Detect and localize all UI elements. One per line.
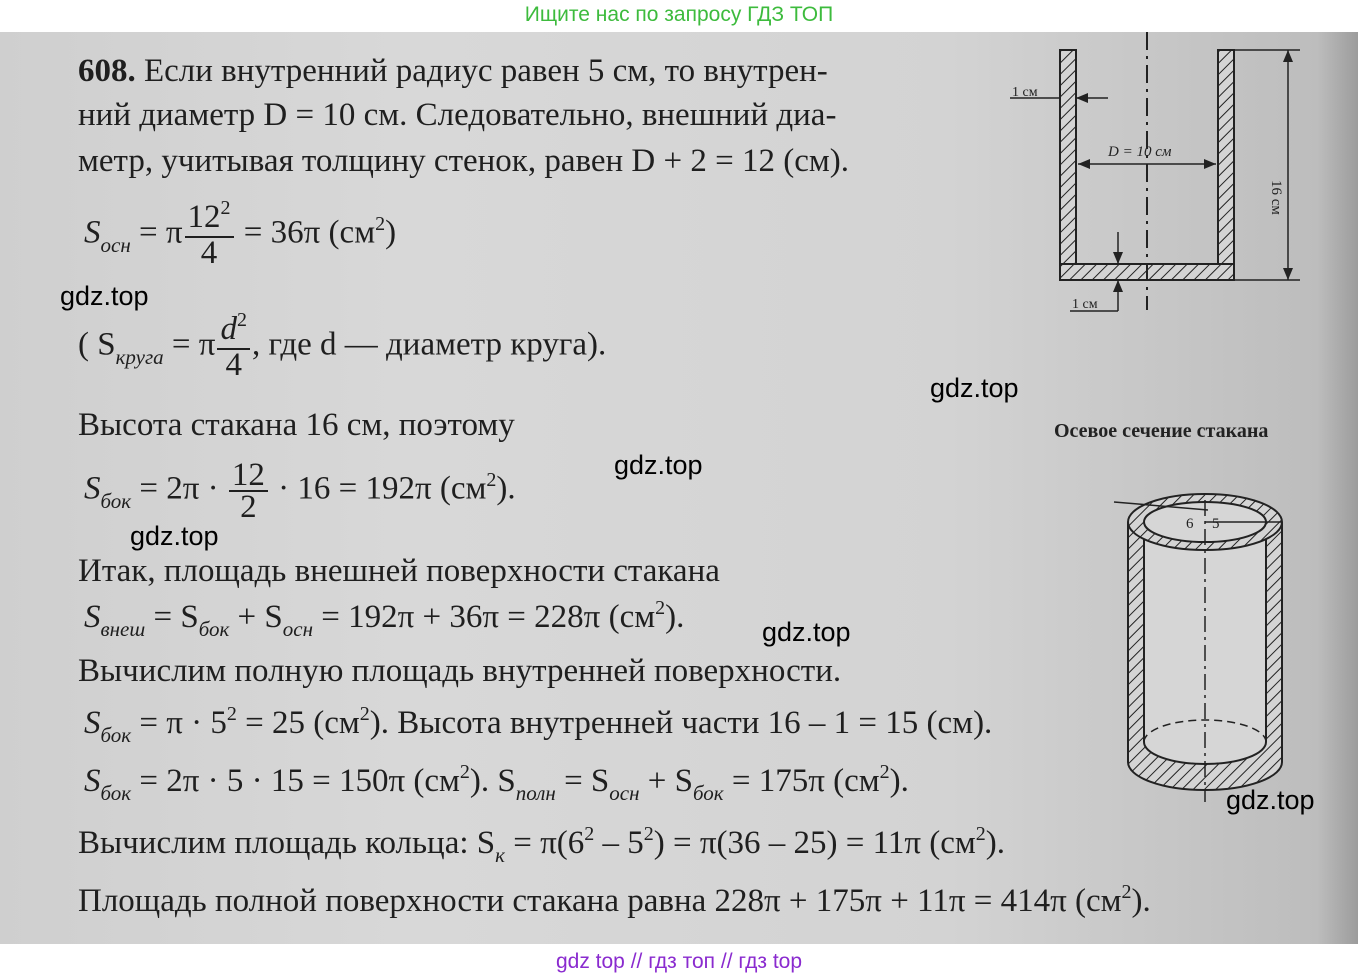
text: = π(6 bbox=[504, 825, 585, 861]
arrow-right bbox=[1204, 159, 1216, 169]
text: ). bbox=[1131, 883, 1151, 919]
text: ). Высота внутренней части 16 – 1 = 15 (см). bbox=[369, 705, 993, 741]
superscript: 2 bbox=[375, 212, 386, 235]
text: Вычислим площадь кольца: S bbox=[78, 825, 496, 861]
text: + S bbox=[229, 599, 283, 635]
fraction bbox=[185, 197, 234, 271]
denominator: 4 bbox=[200, 235, 218, 271]
fraction bbox=[229, 457, 268, 525]
wall-arrow bbox=[1076, 93, 1088, 103]
formula-s-bok-2 bbox=[84, 762, 909, 804]
watermark: gdz.top bbox=[930, 373, 1019, 403]
watermark: gdz.top bbox=[60, 281, 149, 311]
text: = 2π · bbox=[131, 470, 227, 507]
subscript: внеш bbox=[100, 617, 146, 641]
text: = 36π (см bbox=[235, 214, 376, 251]
problem-text-1: Если внутренний радиус равен 5 см, то внутрен- bbox=[144, 53, 828, 89]
watermark: gdz.top bbox=[130, 521, 219, 551]
superscript: 2 bbox=[486, 468, 497, 491]
formula-s-vnesh bbox=[84, 598, 684, 640]
text: ). S bbox=[469, 763, 516, 799]
text: = 192π + 36π = 228π (см bbox=[313, 599, 656, 635]
subscript: бок bbox=[100, 488, 132, 513]
right-wall bbox=[1218, 50, 1234, 278]
symbol: S bbox=[84, 214, 101, 251]
subscript: осн bbox=[100, 232, 131, 257]
inner-line: Вычислим полную площадь внутренней поверхности. bbox=[78, 653, 842, 689]
bottom-arrow-2 bbox=[1113, 252, 1123, 264]
text: = π bbox=[163, 326, 216, 363]
superscript: 2 bbox=[879, 761, 890, 783]
text: – 5 bbox=[594, 825, 644, 861]
text: = π · 5 bbox=[131, 705, 227, 741]
subscript: бок bbox=[693, 781, 724, 805]
diameter-label: D = 10 см bbox=[1108, 144, 1172, 160]
text: , где d — диаметр круга). bbox=[251, 326, 607, 363]
superscript: 2 bbox=[359, 703, 370, 725]
symbol: S bbox=[84, 599, 101, 635]
text: = S bbox=[555, 763, 610, 799]
numerator: d bbox=[220, 311, 237, 347]
superscript: 2 bbox=[459, 761, 470, 783]
formula-ring bbox=[78, 824, 1005, 866]
subscript: бок bbox=[100, 723, 132, 747]
text: ). bbox=[985, 825, 1006, 861]
formula-s-bok bbox=[84, 457, 516, 525]
problem-number: 608. bbox=[78, 53, 136, 89]
formula-s-osn bbox=[84, 197, 397, 271]
section-caption: Осевое сечение стакана bbox=[1054, 420, 1269, 442]
subscript: бок bbox=[100, 781, 132, 805]
arrow-up bbox=[1283, 50, 1293, 62]
superscript: 2 bbox=[655, 597, 666, 619]
subscript: бок bbox=[198, 617, 230, 641]
height-line: Высота стакана 16 см, поэтому bbox=[78, 407, 515, 443]
superscript: 2 bbox=[226, 703, 237, 725]
superscript: 2 bbox=[236, 309, 247, 331]
text: ) bbox=[385, 214, 397, 251]
superscript: 2 bbox=[584, 823, 595, 845]
text: = 175π (см bbox=[723, 763, 880, 799]
watermark: gdz.top bbox=[614, 450, 703, 480]
bottom-banner: gdz top // гдз топ // гдз top bbox=[555, 950, 803, 973]
text: = 25 (см bbox=[236, 705, 360, 741]
problem-line-2: ний диаметр D = 10 см. Следовательно, внешний диа- bbox=[78, 97, 837, 133]
symbol: S bbox=[84, 470, 101, 507]
outer-line: Итак, площадь внешней поверхности стакана bbox=[78, 553, 720, 589]
bottom-arrow bbox=[1113, 280, 1123, 292]
numerator: 12 bbox=[229, 460, 268, 492]
watermark: gdz.top bbox=[762, 617, 851, 647]
problem-line-3: метр, учитывая толщину стенок, равен D + 2 = 12 (см). bbox=[78, 143, 849, 179]
formula-total bbox=[78, 882, 1151, 924]
subscript: осн bbox=[282, 617, 314, 641]
superscript: 2 bbox=[975, 823, 986, 845]
inner-radius-label: 5 bbox=[1212, 516, 1220, 532]
arrow-left bbox=[1078, 159, 1090, 169]
symbol: S bbox=[84, 763, 101, 799]
problem-line-1 bbox=[78, 52, 828, 90]
subscript: осн bbox=[609, 781, 640, 805]
denominator: 4 bbox=[225, 347, 242, 383]
arrow-down bbox=[1283, 268, 1293, 280]
text: = π bbox=[130, 214, 183, 251]
bottom-label: 1 см bbox=[1072, 297, 1098, 312]
scanned-page bbox=[0, 32, 1358, 944]
text: Площадь полной поверхности стакана равна 228π + 175π + 11π = 414π (см bbox=[78, 883, 1122, 919]
text: ). bbox=[665, 599, 685, 635]
denominator: 2 bbox=[240, 489, 257, 525]
subscript: к bbox=[495, 843, 505, 867]
superscript: 2 bbox=[1121, 881, 1132, 903]
text: = 2π · 5 · 15 = 150π (см bbox=[131, 763, 460, 799]
text: ). bbox=[889, 763, 909, 799]
outer-radius-label: 6 bbox=[1186, 516, 1194, 532]
watermark: gdz.top bbox=[1226, 785, 1315, 815]
superscript: 2 bbox=[220, 197, 231, 219]
formula-s-bok-inner bbox=[84, 704, 992, 746]
text: ) = π(36 – 25) = 11π (см bbox=[653, 825, 976, 861]
fraction bbox=[217, 309, 250, 383]
text: = S bbox=[145, 599, 199, 635]
subscript: полн bbox=[515, 781, 556, 805]
height-label: 16 см bbox=[1268, 180, 1284, 215]
axial-section-figure bbox=[1000, 32, 1320, 332]
subscript: круга bbox=[115, 344, 164, 369]
formula-s-kruga bbox=[78, 309, 607, 383]
left-wall bbox=[1060, 50, 1076, 278]
text: · 16 = 192π (см bbox=[269, 470, 487, 507]
cylinder-figure bbox=[1100, 452, 1300, 802]
text: + S bbox=[639, 763, 693, 799]
numerator: 12 bbox=[187, 199, 221, 235]
wall-label: 1 см bbox=[1012, 85, 1038, 100]
text: ( S bbox=[78, 326, 116, 363]
text: ). bbox=[496, 470, 516, 507]
top-banner: Ищите нас по запросу ГДЗ ТОП bbox=[524, 3, 834, 26]
superscript: 2 bbox=[643, 823, 654, 845]
symbol: S bbox=[84, 705, 101, 741]
